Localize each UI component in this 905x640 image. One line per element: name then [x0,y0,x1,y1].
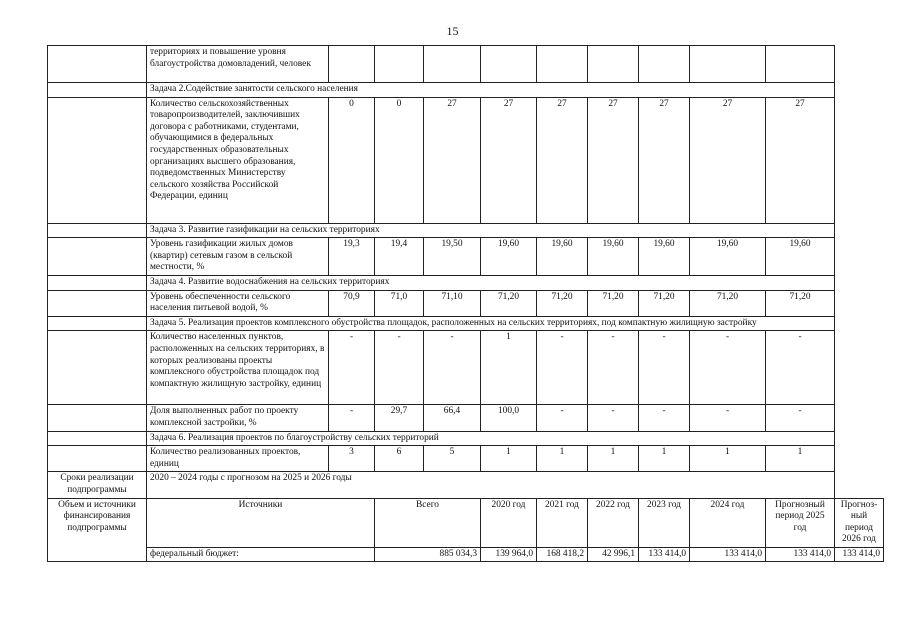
financing-value: 168 418,2 [537,547,588,562]
indicator-value: - [424,331,481,405]
task-row [48,316,884,331]
indicator-value: 6 [375,446,424,472]
indicator-value: 27 [481,97,537,223]
financing-value: 885 034,3 [375,547,481,562]
indicator-value: - [588,405,639,431]
financing-value: 42 996,1 [588,547,639,562]
indicator-value: 27 [639,97,690,223]
indicator-value: 1 [588,446,639,472]
indicator-value: - [537,331,588,405]
indicator-value: 19,60 [639,238,690,276]
indicator-value: 29,7 [375,405,424,431]
indicator-value: - [690,331,766,405]
indicator-value: - [329,331,375,405]
financing-header: Источники [147,498,375,547]
indicator-value: 1 [690,446,766,472]
task-row [48,223,884,238]
financing-value: 133 414,0 [690,547,766,562]
table-row [48,547,884,562]
indicator-value: 19,3 [329,238,375,276]
indicator-value: 71,20 [690,290,766,316]
indicator-name: Количество населенных пунктов, расположенных на сельских территориях, в которых реализованы проекты комплексного обустройства площадок под компактную жилищную застройку, единиц [147,331,329,405]
indicator-value: 27 [424,97,481,223]
indicator-value: 19,60 [537,238,588,276]
indicator-name: Уровень газификации жилых домов (квартир) сетевым газом в сельской местности, % [147,238,329,276]
indicator-value: 66,4 [424,405,481,431]
table-row [48,331,884,405]
financing-value: 133 414,0 [639,547,690,562]
financing-header: 2020 год [481,498,537,547]
indicator-name: Уровень обеспеченности сельского населения питьевой водой, % [147,290,329,316]
indicator-value: 27 [766,97,835,223]
indicator-name: Количество реализованных проектов, единиц [147,446,329,472]
indicator-value: 0 [375,97,424,223]
indicator-value: 19,4 [375,238,424,276]
indicator-value: 19,60 [690,238,766,276]
table-row [48,290,884,316]
indicator-value: 0 [329,97,375,223]
indicator-value: 3 [329,446,375,472]
financing-value: 133 414,0 [835,547,884,562]
indicator-value: 5 [424,446,481,472]
indicator-value: - [766,331,835,405]
task-3-heading: Задача 3. Развитие газификации на сельских территориях [147,223,835,238]
table-row [48,46,884,83]
indicator-value: 71,20 [481,290,537,316]
table-row [48,238,884,276]
financing-header: Всего [375,498,481,547]
financing-header: 2021 год [537,498,588,547]
indicator-value: 19,60 [766,238,835,276]
financing-source: федеральный бюджет: [147,547,375,562]
indicator-name: территориях и повышение уровня благоустройства домовладений, человек [147,46,329,83]
financing-header: Прогнозный период 2025 год [766,498,835,547]
indicator-value: - [329,405,375,431]
task-2-heading: Задача 2.Содействие занятости сельского населения [147,83,835,98]
table-row [48,446,884,472]
indicator-value: 71,20 [537,290,588,316]
indicator-value: 1 [766,446,835,472]
indicator-value: - [537,405,588,431]
indicator-value: 27 [537,97,588,223]
indicator-value: 70,9 [329,290,375,316]
financing-header: 2022 год [588,498,639,547]
financing-header: Прогноз-ный период 2026 год [835,498,884,547]
indicators-table [47,45,884,562]
indicator-value: 1 [481,446,537,472]
indicator-value: - [588,331,639,405]
indicator-value: 71,20 [588,290,639,316]
indicator-value: - [639,331,690,405]
indicator-value: 71,10 [424,290,481,316]
financing-label: Объем и источники финансирования подпрограммы [48,498,147,562]
indicator-value: - [690,405,766,431]
table-row [48,498,884,547]
financing-header: 2024 год [690,498,766,547]
indicator-value: 1 [537,446,588,472]
task-6-heading: Задача 6. Реализация проектов по благоустройству сельских территорий [147,431,835,446]
financing-value: 133 414,0 [766,547,835,562]
indicator-value: 100,0 [481,405,537,431]
indicator-value: 1 [481,331,537,405]
indicator-name: Количество сельскохозяйственных товаропроизводителей, заключивших договора с работниками, студентами, обучающимися в федеральных государственных образовательных организациях высшего образования, подведомственных Министерству сельского хозяйства Российской Федерации, единиц [147,97,329,223]
indicator-name: Доля выполненных работ по проекту комплексной застройки, % [147,405,329,431]
table-row [48,472,884,498]
financing-value: 139 964,0 [481,547,537,562]
task-row [48,275,884,290]
terms-value: 2020 – 2024 годы с прогнозом на 2025 и 2026 годы [147,472,835,498]
task-row [48,83,884,98]
indicator-value: 71,20 [639,290,690,316]
indicator-value: 27 [690,97,766,223]
task-5-heading: Задача 5. Реализация проектов комплексного обустройства площадок, расположенных на сельских территориях, под компактную жилищную застройку [147,316,835,331]
indicator-value: 71,0 [375,290,424,316]
indicator-value: 19,60 [588,238,639,276]
indicator-value: - [639,405,690,431]
indicator-value: 71,20 [766,290,835,316]
financing-header: 2023 год [639,498,690,547]
table-row [48,97,884,223]
task-4-heading: Задача 4. Развитие водоснабжения на сельских территориях [147,275,835,290]
table-row [48,405,884,431]
indicator-value: - [375,331,424,405]
page-number: 15 [446,24,459,38]
indicator-value: 19,60 [481,238,537,276]
indicator-value: 27 [588,97,639,223]
terms-label: Сроки реализации подпрограммы [48,472,147,498]
indicator-value: - [766,405,835,431]
task-row [48,431,884,446]
indicator-value: 1 [639,446,690,472]
indicator-value: 19,50 [424,238,481,276]
